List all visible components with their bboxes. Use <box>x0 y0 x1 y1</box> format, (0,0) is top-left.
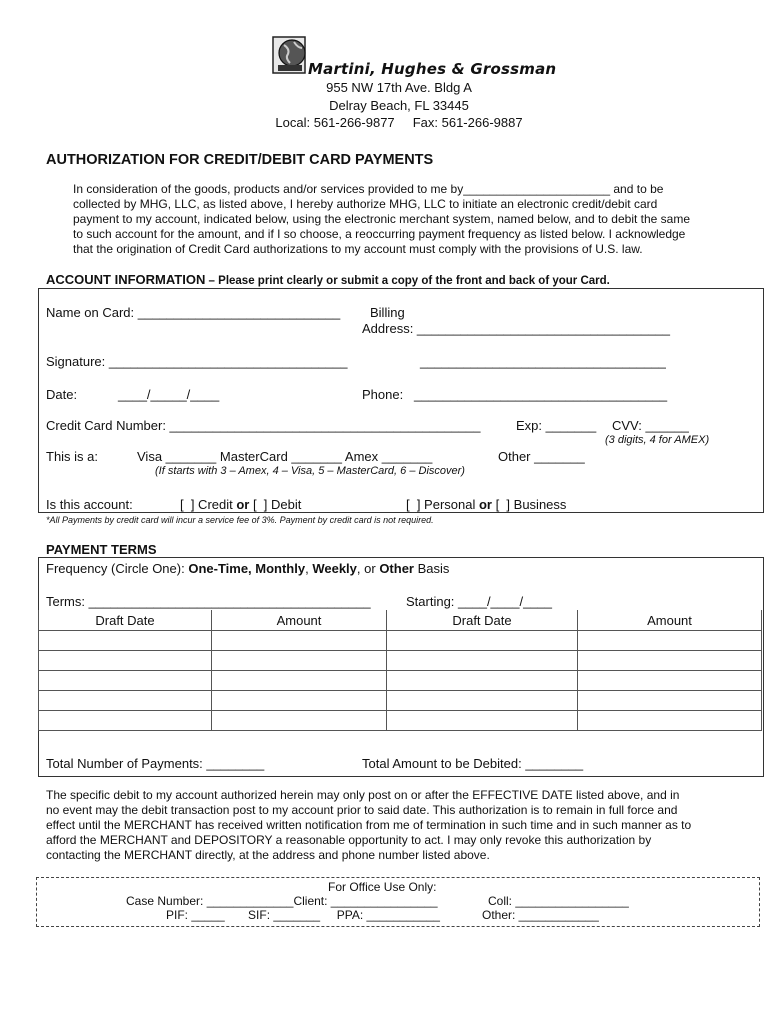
table-row <box>39 671 762 691</box>
table-cell[interactable] <box>578 711 762 731</box>
cvv-field[interactable]: CVV: ______ <box>612 418 689 433</box>
account-heading-bold: ACCOUNT INFORMATION <box>46 272 206 287</box>
table-cell[interactable] <box>212 711 387 731</box>
or-text: or <box>236 497 250 512</box>
closing-line: The specific debit to my account authorized herein may only post on or after the EFFECTIVE DATE listed above, and in <box>46 788 680 802</box>
case-client-fields[interactable]: Case Number: _____________Client: ________________ <box>126 894 438 908</box>
table-cell[interactable] <box>39 631 212 651</box>
billing-address-field[interactable]: Address: ___________________________________ <box>362 321 670 336</box>
billing-label: Billing <box>370 305 405 320</box>
debit-checkbox-label[interactable]: [ ] Debit <box>249 497 302 512</box>
account-type-label: Is this account: <box>46 497 133 512</box>
company-name: Martini, Hughes & Grossman <box>308 60 557 78</box>
table-cell[interactable] <box>387 691 578 711</box>
frequency-line[interactable] <box>46 561 449 576</box>
table-row <box>39 631 762 651</box>
table-cell[interactable] <box>39 651 212 671</box>
account-subheading: – Please print clearly or submit a copy of the front and back of your Card. <box>205 275 610 287</box>
closing-line: effect until the MERCHANT has received written notification from me of termination in such time and in such manner as to <box>46 818 692 832</box>
account-info-heading <box>46 271 610 289</box>
coll-field[interactable]: Coll: _________________ <box>488 894 629 908</box>
freq-option-other[interactable]: Other <box>379 561 414 576</box>
intro-line: to such account for the amount, and if I so choose, a reoccurring payment frequency as listed below. I acknowledge <box>73 227 686 241</box>
total-amount-field[interactable]: Total Amount to be Debited: ________ <box>362 756 584 771</box>
pif-sif-ppa-fields[interactable]: PIF: _____ SIF: _______ PPA: ___________ <box>166 908 440 922</box>
phone-fax-line: Local: 561-266-9877 Fax: 561-266-9887 <box>275 115 523 130</box>
intro-line: In consideration of the goods, products and/or services provided to me by______________________ and to be <box>73 182 664 196</box>
table-cell[interactable] <box>387 631 578 651</box>
table-cell[interactable] <box>212 671 387 691</box>
card-type-label: This is a: <box>46 449 99 464</box>
phone-field[interactable]: Phone: ___________________________________ <box>362 387 668 402</box>
table-cell[interactable] <box>578 671 762 691</box>
table-cell[interactable] <box>39 691 212 711</box>
name-on-card-field[interactable]: Name on Card: ____________________________ <box>46 305 341 320</box>
table-cell[interactable] <box>387 651 578 671</box>
table-row <box>39 651 762 671</box>
terms-field[interactable]: Terms: _______________________________________ <box>46 594 371 609</box>
table-row <box>39 711 762 731</box>
table-cell[interactable] <box>387 711 578 731</box>
table-cell[interactable] <box>39 671 212 691</box>
frequency-label: Frequency (Circle One): <box>46 561 189 576</box>
or-text: or <box>478 497 492 512</box>
closing-line: afford the MERCHANT and DEPOSITORY a reasonable opportunity to act. I may only revoke this authorization by <box>46 833 652 847</box>
table-cell[interactable] <box>212 631 387 651</box>
column-header: Amount <box>212 610 387 631</box>
freq-sep: , <box>305 561 313 576</box>
intro-line: payment to my account, indicated below, using the electronic merchant system, named below, and to debit the same <box>73 212 691 226</box>
freq-option-weekly[interactable]: Weekly <box>312 561 357 576</box>
exp-field[interactable]: Exp: _______ <box>516 418 597 433</box>
closing-paragraph <box>46 788 691 863</box>
credit-checkbox-label[interactable]: [ ] Credit <box>180 497 237 512</box>
card-prefix-note: (If starts with 3 – Amex, 4 – Visa, 5 – MasterCard, 6 – Discover) <box>155 465 465 477</box>
column-header: Draft Date <box>39 610 212 631</box>
cvv-note: (3 digits, 4 for AMEX) <box>605 434 710 446</box>
freq-sep: , or <box>356 561 380 576</box>
card-type-options[interactable]: Visa _______ MasterCard _______ Amex _______ <box>137 449 433 464</box>
business-checkbox-label[interactable]: [ ] Business <box>491 497 567 512</box>
date-label: Date: <box>46 387 78 402</box>
card-number-field[interactable]: Credit Card Number: ___________________________________________ <box>46 418 481 433</box>
address-line-1: 955 NW 17th Ave. Bldg A <box>326 80 472 95</box>
total-payments-field[interactable]: Total Number of Payments: ________ <box>46 756 265 771</box>
company-logo <box>270 35 310 77</box>
page-title: AUTHORIZATION FOR CREDIT/DEBIT CARD PAYMENTS <box>46 152 434 168</box>
address-line-2: Delray Beach, FL 33445 <box>329 98 469 113</box>
fee-note: *All Payments by credit card will incur a service fee of 3%. Payment by credit card is not required. <box>46 515 434 525</box>
table-cell[interactable] <box>578 631 762 651</box>
intro-paragraph <box>73 182 690 257</box>
table-row <box>39 691 762 711</box>
personal-checkbox-label[interactable]: [ ] Personal <box>406 497 479 512</box>
table-cell[interactable] <box>39 711 212 731</box>
column-header: Amount <box>578 610 762 631</box>
table-cell[interactable] <box>387 671 578 691</box>
table-cell[interactable] <box>212 651 387 671</box>
table-cell[interactable] <box>578 691 762 711</box>
starting-date-field[interactable]: Starting: ____/____/____ <box>406 594 553 609</box>
office-use-title: For Office Use Only: <box>328 880 437 894</box>
office-other-field[interactable]: Other: ____________ <box>482 908 599 922</box>
intro-line: that the origination of Credit Card authorizations to my account must comply with the provisions of U.S. law. <box>73 242 643 256</box>
personal-business-choice[interactable] <box>406 497 566 512</box>
table-header-row <box>39 610 762 631</box>
draft-schedule-table <box>38 610 762 731</box>
freq-suffix: Basis <box>413 561 450 576</box>
address-line-2-field[interactable]: __________________________________ <box>420 354 666 369</box>
closing-line: contacting the MERCHANT directly, at the address and phone number listed above. <box>46 848 490 862</box>
intro-line: collected by MHG, LLC, as listed above, I hereby authorize MHG, LLC to initiate an electronic credit/debit card <box>73 197 658 211</box>
column-header: Draft Date <box>387 610 578 631</box>
signature-field[interactable]: Signature: _________________________________ <box>46 354 348 369</box>
card-type-other[interactable]: Other _______ <box>498 449 585 464</box>
credit-debit-choice[interactable] <box>180 497 301 512</box>
freq-option-onetime-monthly[interactable]: One-Time, Monthly <box>188 561 306 576</box>
closing-line: no event may the debit transaction post to my account prior to said date. This authorization is to remain in full force and <box>46 803 678 817</box>
globe-logo-icon <box>270 35 310 77</box>
date-field[interactable]: ____/_____/____ <box>118 387 220 402</box>
table-cell[interactable] <box>212 691 387 711</box>
draft-rows <box>39 631 762 731</box>
table-cell[interactable] <box>578 651 762 671</box>
payment-terms-heading: PAYMENT TERMS <box>46 542 157 557</box>
